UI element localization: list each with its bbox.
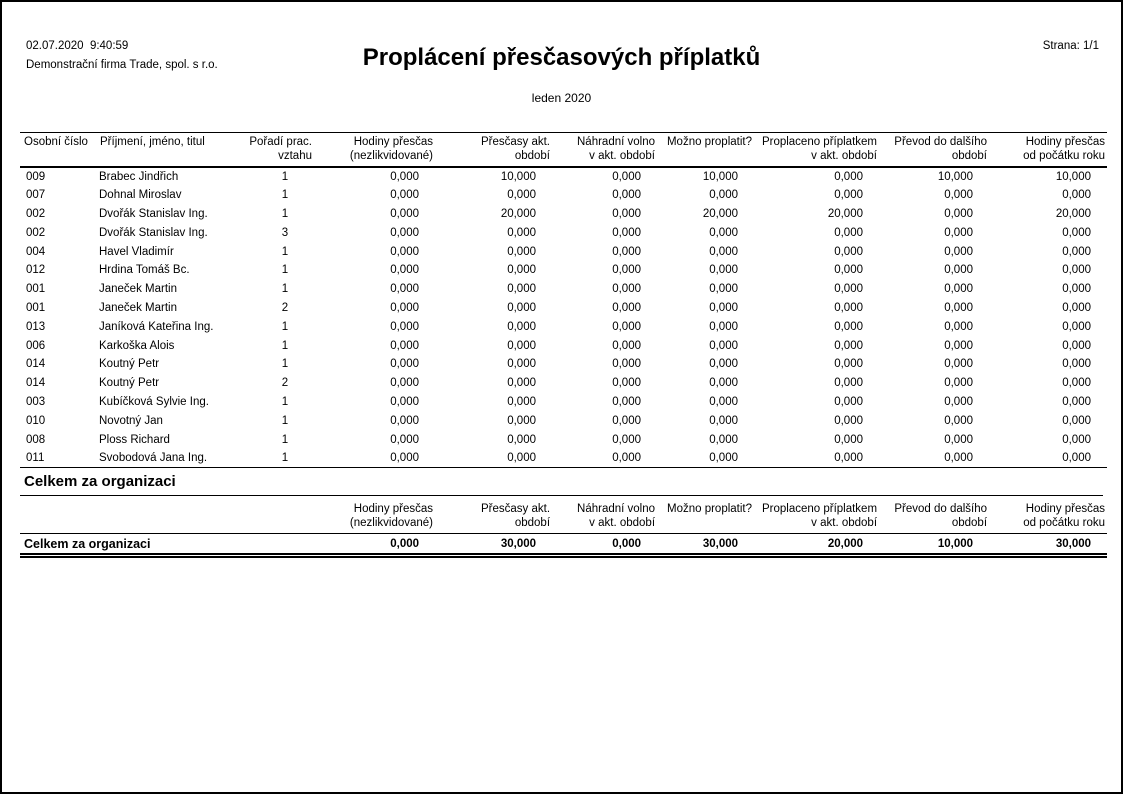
summary-value: 0,000 xyxy=(390,537,420,550)
cell: 0,000 xyxy=(944,339,973,352)
cell: 0,000 xyxy=(834,189,863,202)
cell: 0,000 xyxy=(1062,358,1091,371)
cell: 10,000 xyxy=(1055,170,1091,183)
table-row xyxy=(20,205,1107,224)
cell: 0,000 xyxy=(507,301,536,314)
cell: Janeček Martin xyxy=(99,301,177,314)
cell: 1 xyxy=(281,452,289,465)
cell: 1 xyxy=(281,170,289,183)
report-title: Proplácení přesčasových příplatků xyxy=(362,44,761,71)
cell: 0,000 xyxy=(709,245,738,258)
summary-table xyxy=(20,500,1107,555)
cell: 010 xyxy=(26,414,46,427)
cell: 011 xyxy=(26,452,45,465)
cell: 0,000 xyxy=(1062,264,1091,277)
cell: 004 xyxy=(26,245,46,258)
cell: 0,000 xyxy=(834,226,863,239)
header-spacer xyxy=(20,500,314,534)
double-rule xyxy=(20,555,1107,558)
cell: 008 xyxy=(26,433,46,446)
cell: 012 xyxy=(26,264,46,277)
cell: 0,000 xyxy=(390,189,419,202)
cell: 0,000 xyxy=(834,414,863,427)
cell: 20,000 xyxy=(827,207,863,220)
summary-value: 30,000 xyxy=(500,537,537,550)
header-row xyxy=(20,133,1107,168)
cell: 1 xyxy=(281,207,289,220)
cell: 0,000 xyxy=(507,245,536,258)
cell: 20,000 xyxy=(702,207,738,220)
cell: 0,000 xyxy=(507,320,536,333)
table-row xyxy=(20,261,1107,280)
table-row xyxy=(20,317,1107,336)
cell: 0,000 xyxy=(507,377,536,390)
cell: 1 xyxy=(281,358,289,371)
column-header-6: Možno proplatit? xyxy=(666,136,752,148)
cell: 1 xyxy=(281,189,289,202)
cell: 007 xyxy=(26,189,46,202)
column-header-8: Převod do dalšího období xyxy=(894,136,987,162)
cell: 0,000 xyxy=(612,395,641,408)
cell: 0,000 xyxy=(1062,452,1091,465)
cell: 0,000 xyxy=(612,433,641,446)
cell: 0,000 xyxy=(834,320,863,333)
cell: 1 xyxy=(281,433,289,446)
cell: 0,000 xyxy=(390,452,419,465)
column-header-8: Převod do dalšího období xyxy=(894,503,988,529)
cell: 003 xyxy=(26,395,46,408)
cell: 0,000 xyxy=(709,226,738,239)
cell: 0,000 xyxy=(1062,377,1091,390)
company-name: Demonstrační firma Trade, spol. s r.o. xyxy=(26,59,218,71)
table-row xyxy=(20,393,1107,412)
table-row xyxy=(20,355,1107,374)
cell: Janeček Martin xyxy=(99,283,177,296)
cell: 0,000 xyxy=(612,170,641,183)
cell: 0,000 xyxy=(834,395,863,408)
cell: 0,000 xyxy=(944,452,973,465)
report-header xyxy=(20,2,1103,132)
cell: 013 xyxy=(26,320,46,333)
cell: 0,000 xyxy=(390,377,419,390)
cell: 2 xyxy=(281,377,289,390)
cell: 0,000 xyxy=(390,170,419,183)
cell: Brabec Jindřich xyxy=(99,170,179,183)
cell: Ploss Richard xyxy=(99,433,170,446)
cell: 0,000 xyxy=(390,264,419,277)
cell: 014 xyxy=(26,358,46,371)
cell: 0,000 xyxy=(507,452,536,465)
table-row xyxy=(20,280,1107,299)
summary-value: 0,000 xyxy=(612,537,642,550)
cell: 0,000 xyxy=(944,264,973,277)
table-row xyxy=(20,449,1107,468)
cell: 0,000 xyxy=(709,377,738,390)
report-period: leden 2020 xyxy=(531,91,592,105)
table-row xyxy=(20,430,1107,449)
cell: 0,000 xyxy=(709,283,738,296)
cell: 0,000 xyxy=(834,245,863,258)
column-header-7: Proplaceno příplatkem v akt. období xyxy=(761,136,877,162)
cell: 0,000 xyxy=(709,189,738,202)
cell: Koutný Petr xyxy=(99,377,160,390)
print-datetime: 02.07.2020 9:40:59 xyxy=(26,40,129,52)
cell: 0,000 xyxy=(1062,320,1091,333)
cell: 0,000 xyxy=(507,433,536,446)
cell: 10,000 xyxy=(500,170,536,183)
cell: 0,000 xyxy=(834,301,863,314)
summary-value: 10,000 xyxy=(937,537,974,550)
cell: 0,000 xyxy=(709,320,738,333)
table-row xyxy=(20,374,1107,393)
column-header-3: Hodiny přesčas (nezlikvidované) xyxy=(349,503,434,529)
page-number: Strana: 1/1 xyxy=(1042,40,1099,52)
cell: 0,000 xyxy=(944,320,973,333)
cell: 1 xyxy=(281,283,289,296)
cell: 0,000 xyxy=(709,395,738,408)
cell: 0,000 xyxy=(507,189,536,202)
cell: Dohnal Miroslav xyxy=(99,189,182,202)
cell: 0,000 xyxy=(709,301,738,314)
cell: Dvořák Stanislav Ing. xyxy=(99,207,208,220)
cell: 0,000 xyxy=(709,452,738,465)
overtime-table xyxy=(20,132,1107,468)
cell: 0,000 xyxy=(390,245,419,258)
cell: 001 xyxy=(26,283,46,296)
cell: 0,000 xyxy=(1062,414,1091,427)
summary-value: 30,000 xyxy=(1055,537,1092,550)
cell: 0,000 xyxy=(507,414,536,427)
cell: 0,000 xyxy=(944,395,973,408)
cell: 0,000 xyxy=(1062,226,1091,239)
cell: Dvořák Stanislav Ing. xyxy=(99,226,208,239)
table-row xyxy=(20,411,1107,430)
cell: 0,000 xyxy=(1062,339,1091,352)
summary-heading: Celkem za organizaci xyxy=(20,468,1103,496)
cell: Janíková Kateřina Ing. xyxy=(99,320,214,333)
cell: 0,000 xyxy=(1062,245,1091,258)
column-header-3: Hodiny přesčas (nezlikvidované) xyxy=(349,136,433,162)
cell: 0,000 xyxy=(390,395,419,408)
column-header-9: Hodiny přesčas od počátku roku xyxy=(1023,503,1106,529)
cell: 014 xyxy=(26,377,46,390)
cell: 10,000 xyxy=(702,170,738,183)
column-header-2: Pořadí prac. vztahu xyxy=(249,136,312,162)
cell: 0,000 xyxy=(834,377,863,390)
column-header-1: Příjmení, jméno, titul xyxy=(100,136,205,148)
cell: 0,000 xyxy=(390,283,419,296)
cell: 0,000 xyxy=(709,414,738,427)
cell: 0,000 xyxy=(390,320,419,333)
column-header-5: Náhradní volno v akt. období xyxy=(577,136,655,162)
cell: 0,000 xyxy=(834,170,863,183)
cell: Svobodová Jana Ing. xyxy=(99,452,208,465)
cell: 0,000 xyxy=(944,358,973,371)
cell: 10,000 xyxy=(937,170,973,183)
cell: 0,000 xyxy=(507,283,536,296)
cell: Koutný Petr xyxy=(99,358,160,371)
cell: 2 xyxy=(281,301,289,314)
column-header-7: Proplaceno příplatkem v akt. období xyxy=(761,503,878,529)
cell: 006 xyxy=(26,339,46,352)
cell: 1 xyxy=(281,414,289,427)
cell: 0,000 xyxy=(709,358,738,371)
cell: 0,000 xyxy=(612,320,641,333)
cell: 0,000 xyxy=(1062,395,1091,408)
cell: 0,000 xyxy=(944,207,973,220)
summary-row-label: Celkem za organizaci xyxy=(24,536,151,551)
cell: 0,000 xyxy=(612,207,641,220)
cell: 0,000 xyxy=(390,414,419,427)
cell: 0,000 xyxy=(390,207,419,220)
cell: Novotný Jan xyxy=(99,414,163,427)
column-header-4: Přesčasy akt. období xyxy=(481,503,551,529)
cell: 001 xyxy=(26,301,46,314)
cell: 0,000 xyxy=(944,245,973,258)
table-row xyxy=(20,242,1107,261)
cell: 0,000 xyxy=(390,226,419,239)
cell: 0,000 xyxy=(612,189,641,202)
table-row xyxy=(20,336,1107,355)
cell: 0,000 xyxy=(507,264,536,277)
cell: 0,000 xyxy=(834,433,863,446)
cell: 009 xyxy=(26,170,46,183)
cell: 0,000 xyxy=(612,414,641,427)
column-header-6: Možno proplatit? xyxy=(667,503,753,516)
cell: 0,000 xyxy=(507,395,536,408)
summary-value: 30,000 xyxy=(702,537,739,550)
cell: 0,000 xyxy=(944,433,973,446)
cell: 0,000 xyxy=(1062,189,1091,202)
cell: 0,000 xyxy=(944,414,973,427)
cell: 20,000 xyxy=(1055,207,1091,220)
cell: 1 xyxy=(281,264,289,277)
cell: 0,000 xyxy=(834,283,863,296)
summary-total-row xyxy=(20,534,1107,554)
cell: 002 xyxy=(26,207,46,220)
cell: 0,000 xyxy=(944,226,973,239)
cell: 0,000 xyxy=(390,339,419,352)
summary-value: 20,000 xyxy=(827,537,864,550)
table-row xyxy=(20,186,1107,205)
cell: 0,000 xyxy=(507,339,536,352)
table-row xyxy=(20,167,1107,186)
cell: 0,000 xyxy=(612,245,641,258)
table-row xyxy=(20,299,1107,318)
cell: 0,000 xyxy=(390,433,419,446)
cell: 002 xyxy=(26,226,46,239)
cell: 0,000 xyxy=(709,339,738,352)
cell: 0,000 xyxy=(944,377,973,390)
cell: 1 xyxy=(281,395,289,408)
cell: 20,000 xyxy=(500,207,536,220)
header-row xyxy=(20,500,1107,534)
column-header-4: Přesčasy akt. období xyxy=(480,136,550,162)
column-header-9: Hodiny přesčas od počátku roku xyxy=(1023,136,1105,162)
cell: 0,000 xyxy=(612,264,641,277)
cell: 0,000 xyxy=(612,358,641,371)
cell: 0,000 xyxy=(1062,283,1091,296)
column-header-5: Náhradní volno v akt. období xyxy=(577,503,656,529)
cell: 0,000 xyxy=(612,377,641,390)
cell: 0,000 xyxy=(709,264,738,277)
cell: 0,000 xyxy=(944,283,973,296)
cell: 0,000 xyxy=(834,339,863,352)
cell: 0,000 xyxy=(612,339,641,352)
cell: 0,000 xyxy=(944,301,973,314)
table-row xyxy=(20,223,1107,242)
cell: 0,000 xyxy=(390,301,419,314)
cell: 1 xyxy=(281,320,289,333)
cell: 0,000 xyxy=(1062,433,1091,446)
cell: Karkoška Alois xyxy=(99,339,175,352)
cell: Havel Vladimír xyxy=(99,245,174,258)
cell: 1 xyxy=(281,245,289,258)
cell: 0,000 xyxy=(834,264,863,277)
cell: 0,000 xyxy=(834,358,863,371)
cell: 1 xyxy=(281,339,289,352)
cell: 0,000 xyxy=(1062,301,1091,314)
cell: 0,000 xyxy=(390,358,419,371)
cell: 0,000 xyxy=(507,358,536,371)
cell: Hrdina Tomáš Bc. xyxy=(99,264,190,277)
cell: 0,000 xyxy=(834,452,863,465)
column-header-0: Osobní číslo xyxy=(24,136,88,148)
cell: Kubíčková Sylvie Ing. xyxy=(99,395,209,408)
cell: 0,000 xyxy=(612,301,641,314)
cell: 0,000 xyxy=(612,226,641,239)
cell: 0,000 xyxy=(612,283,641,296)
cell: 0,000 xyxy=(507,226,536,239)
cell: 0,000 xyxy=(944,189,973,202)
cell: 0,000 xyxy=(709,433,738,446)
cell: 0,000 xyxy=(612,452,641,465)
cell: 3 xyxy=(281,226,289,239)
